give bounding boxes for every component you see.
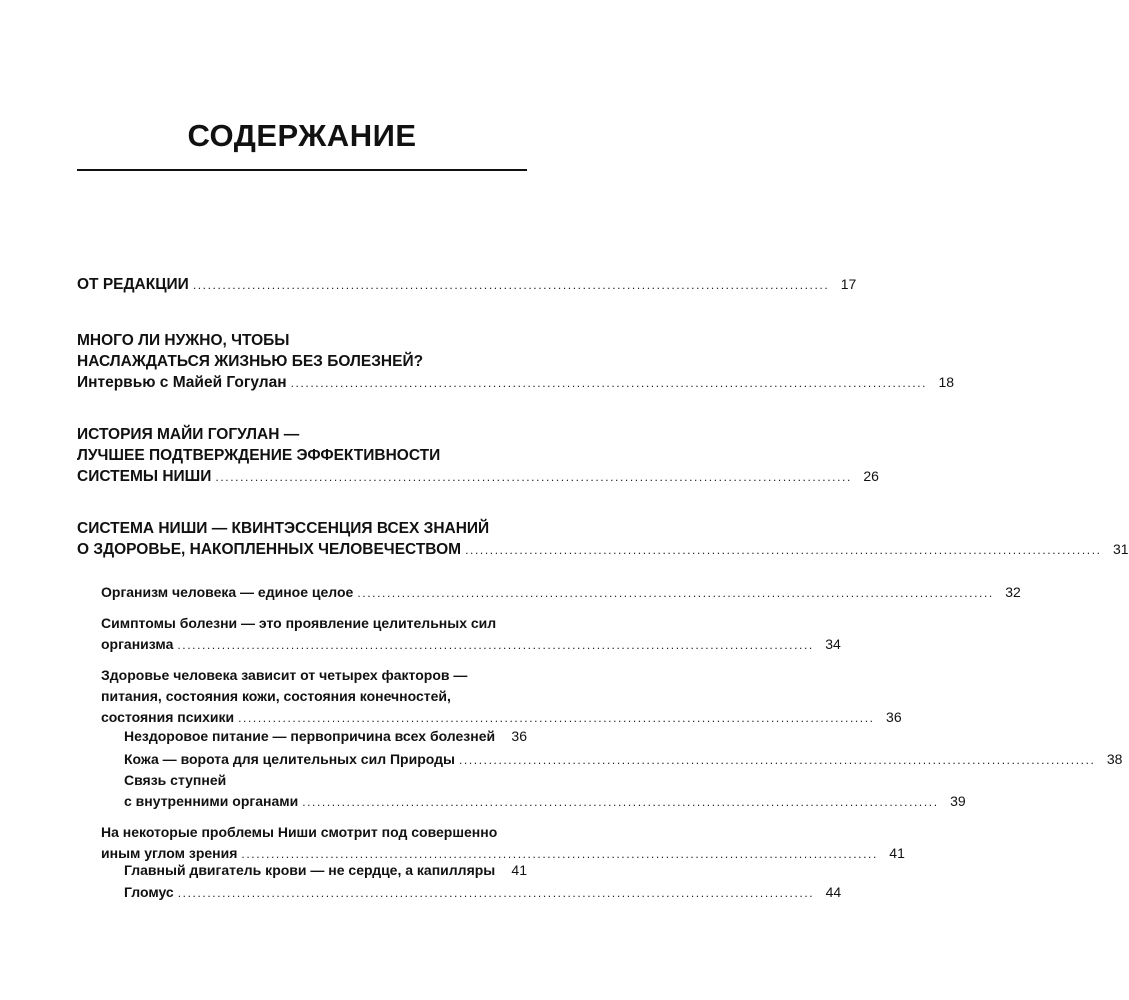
toc-entry-nishi-system[interactable] [77, 518, 1129, 560]
toc-entry-line: ЛУЧШЕЕ ПОДТВЕРЖДЕНИЕ ЭФФЕКТИВНОСТИ [77, 447, 441, 464]
toc-entry-gogulan-story[interactable] [77, 424, 879, 487]
toc-entry-glomus[interactable] [124, 882, 842, 903]
toc-entry-line: ИСТОРИЯ МАЙИ ГОГУЛАН — [77, 426, 300, 443]
page-number: 26 [863, 468, 879, 484]
page-number: 36 [511, 728, 527, 744]
toc-entry-skin[interactable] [124, 749, 1123, 770]
toc-entry-line: СИСТЕМА НИШИ — КВИНТЭССЕНЦИЯ ВСЕХ ЗНАНИЙ [77, 520, 490, 537]
title-rule [77, 169, 527, 171]
dot-leader: ................................................................................................................................. [241, 847, 878, 861]
toc-entry-nutrition[interactable] [124, 726, 527, 747]
toc-entry-symptoms[interactable] [101, 613, 841, 655]
toc-entry-capillaries[interactable] [124, 860, 527, 881]
toc-entry-text: Кожа — ворота для целительных сил Природы [124, 751, 455, 767]
dot-leader: ................................................................................................................................. [215, 470, 852, 484]
toc-entry-four-factors[interactable] [101, 665, 902, 728]
contents-title: СОДЕРЖАНИЕ [187, 118, 417, 153]
page-number: 18 [938, 374, 955, 390]
dot-leader: ................................................................................................................................. [192, 278, 830, 292]
dot-leader: ................................................................................................................................. [302, 795, 939, 809]
dot-leader: ................................................................................................................................. [177, 886, 815, 900]
page-number: 34 [825, 636, 841, 652]
toc-entry-text: Гломус [124, 884, 174, 900]
toc-entry-line: Симптомы болезни — это проявление целительных сил [101, 615, 497, 631]
toc-entry-text: Организм человека — единое целое [101, 584, 354, 600]
dot-leader: ................................................................................................................................. [465, 543, 1102, 557]
toc-entry-text: Нездоровое питание — первопричина всех болезней [124, 728, 496, 744]
toc-entry-text: СИСТЕМЫ НИШИ [77, 468, 212, 485]
toc-entry-organism[interactable] [101, 582, 1021, 603]
toc-entry-text: организма [101, 636, 174, 652]
toc-entry-different-angle[interactable] [101, 822, 905, 864]
page-number: 41 [889, 845, 905, 861]
toc-entry-line: Здоровье человека зависит от четырех факторов — [101, 667, 468, 683]
dot-leader [499, 861, 500, 882]
toc-entry-line: питания, состояния кожи, состояния конечностей, [101, 688, 451, 704]
toc-entry-editorial[interactable] [77, 274, 857, 295]
toc-entry-text: Интервью с Майей Гогулан [77, 374, 287, 391]
page-number: 44 [825, 884, 842, 900]
page-number: 32 [1005, 584, 1021, 600]
toc-entry-line: МНОГО ЛИ НУЖНО, ЧТОБЫ [77, 332, 290, 349]
dot-leader: ................................................................................................................................. [357, 586, 994, 600]
dot-leader: ................................................................................................................................. [238, 711, 875, 725]
toc-entry-text: ОТ РЕДАКЦИИ [77, 276, 189, 293]
toc-entry-line: На некоторые проблемы Ниши смотрит под совершенно [101, 824, 498, 840]
toc-entry-feet[interactable] [124, 770, 966, 812]
page-number: 31 [1113, 541, 1129, 557]
page-number: 39 [950, 793, 966, 809]
toc-entry-text: Главный двигатель крови — не сердце, а капилляры [124, 862, 496, 878]
toc-entry-interview[interactable] [77, 330, 955, 393]
dot-leader: ................................................................................................................................. [177, 638, 814, 652]
page-number: 41 [511, 862, 527, 878]
toc-entry-text: с внутренними органами [124, 793, 299, 809]
toc-entry-text: О ЗДОРОВЬЕ, НАКОПЛЕННЫХ ЧЕЛОВЕЧЕСТВОМ [77, 541, 462, 558]
dot-leader: ................................................................................................................................. [290, 376, 928, 390]
toc-entry-line: Связь ступней [124, 772, 227, 788]
page-number: 17 [840, 276, 857, 292]
page-number: 38 [1106, 751, 1123, 767]
toc-entry-text: иным углом зрения [101, 845, 238, 861]
toc-entry-line: НАСЛАЖДАТЬСЯ ЖИЗНЬЮ БЕЗ БОЛЕЗНЕЙ? [77, 353, 424, 370]
dot-leader [499, 727, 500, 748]
page-number: 36 [886, 709, 902, 725]
toc-entry-text: состояния психики [101, 709, 235, 725]
dot-leader: ................................................................................................................................. [458, 753, 1096, 767]
